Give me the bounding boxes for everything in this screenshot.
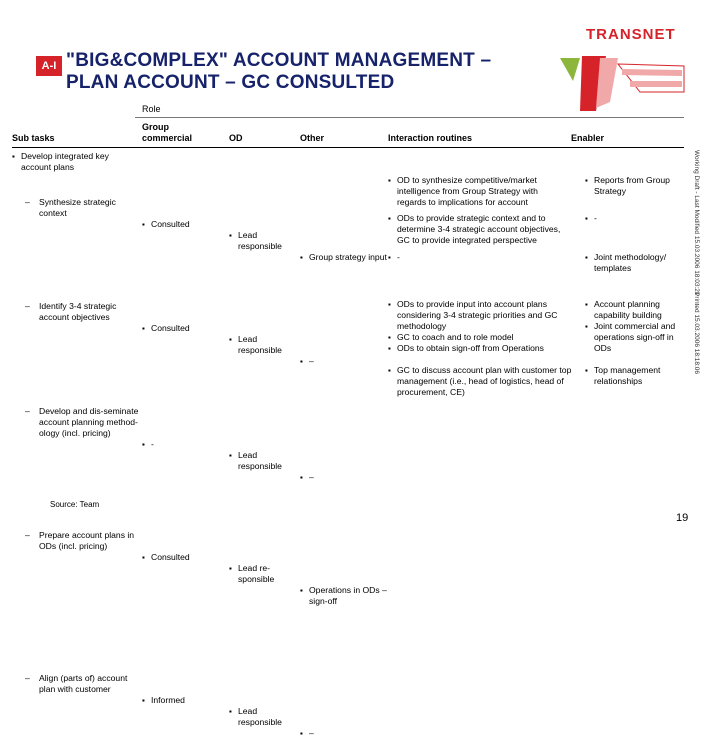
section-badge: A-I (36, 56, 62, 76)
page-number: 19 (676, 512, 689, 524)
enabler-item: ▪ Account planning capability building (585, 299, 683, 321)
side-note-printed: Printed 15.03.2006 18:18:06 (693, 292, 700, 375)
row-other-role: ▪ – (300, 472, 387, 483)
row-od-role: ▪ Lead responsible (229, 334, 300, 356)
col-header-group-commercial (142, 122, 192, 144)
col-header-od: OD (229, 133, 243, 143)
title-line-1: "BIG&COMPLEX" ACCOUNT MANAGEMENT – (66, 50, 492, 71)
row-enabler (585, 365, 683, 387)
row-subtask: – Develop and dis-seminate account planning method-ology (incl. pricing) (22, 406, 143, 439)
enabler-item: ▪ Joint commercial and operations sign-off in ODs (585, 321, 683, 354)
interaction-item: ▪ - (388, 252, 568, 263)
row-od-role: ▪ Lead responsible (229, 230, 300, 252)
row-gc-role: ▪ Consulted (142, 219, 227, 230)
enabler-item: ▪ Top management relationships (585, 365, 683, 387)
enabler-item: ▪ Reports from Group Strategy (585, 175, 683, 197)
title-line-2: PLAN ACCOUNT – GC CONSULTED (66, 72, 395, 93)
header-divider (12, 147, 684, 148)
row-od-role: ▪ Lead responsible (229, 450, 300, 472)
row-interaction (388, 299, 570, 354)
main-task: ▪ Develop integrated key account plans (12, 151, 133, 173)
page-title (66, 50, 491, 94)
row-subtask: – Align (parts of) account plan with customer (22, 673, 145, 695)
row-other-role: ▪ – (300, 728, 387, 739)
role-divider (135, 117, 684, 118)
row-od-role: ▪ Lead responsible (229, 706, 300, 728)
source-note: Source: Team (50, 500, 100, 509)
row-gc-role: ▪ - (142, 439, 227, 450)
side-note-working-draft: Working Draft - Last Modified 15.03.2006 18:03:21 (693, 150, 700, 296)
row-subtask: – Synthesize strategic context (22, 197, 145, 219)
row-interaction (388, 365, 572, 398)
role-label: Role (142, 104, 161, 114)
row-enabler (585, 213, 683, 224)
row-subtask: – Identify 3-4 strategic account objectives (22, 301, 145, 323)
col-header-gc-line2: commercial (142, 133, 193, 143)
row-interaction (388, 175, 568, 208)
row-other-role: ▪ Group strategy input (300, 252, 387, 263)
row-gc-role: ▪ Consulted (142, 552, 227, 563)
logo-text: TRANSNET (586, 26, 676, 43)
row-interaction (388, 213, 570, 246)
row-other-role: ▪ – (300, 356, 387, 367)
row-enabler (585, 175, 683, 197)
row-interaction (388, 252, 568, 263)
row-gc-role: ▪ Consulted (142, 323, 227, 334)
interaction-item: ▪ ODs to provide input into account plans considering 3-4 strategic priorities and GC methodology (388, 299, 570, 332)
interaction-item: ▪ ODs to provide strategic context and to determine 3-4 strategic account objectives, GC to provide integrated perspective (388, 213, 570, 246)
row-od-role: ▪ Lead re-sponsible (229, 563, 300, 585)
col-header-enabler: Enabler (571, 133, 605, 143)
interaction-item: ▪ GC to discuss account plan with customer top management (i.e., head of logistics, head of procurement, CE) (388, 365, 572, 398)
row-gc-role: ▪ Informed (142, 695, 227, 706)
row-other-role: ▪ Operations in ODs – sign-off (300, 585, 387, 607)
col-header-subtasks: Sub tasks (12, 133, 55, 143)
interaction-item: ▪ GC to coach and to role model (388, 332, 570, 343)
row-subtask: – Prepare account plans in ODs (incl. pricing) (22, 530, 151, 552)
row-enabler (585, 299, 683, 354)
enabler-item: ▪ Joint methodology/ templates (585, 252, 683, 274)
enabler-item: ▪ - (585, 213, 683, 224)
interaction-item: ▪ ODs to obtain sign-off from Operations (388, 343, 570, 354)
col-header-gc-line1: Group (142, 122, 169, 132)
row-enabler (585, 252, 683, 274)
interaction-item: ▪ OD to synthesize competitive/market intelligence from Group Strategy with regards to implications for account (388, 175, 568, 208)
col-header-interaction: Interaction routines (388, 133, 473, 143)
transnet-logo-icon (560, 56, 690, 111)
col-header-other: Other (300, 133, 325, 143)
